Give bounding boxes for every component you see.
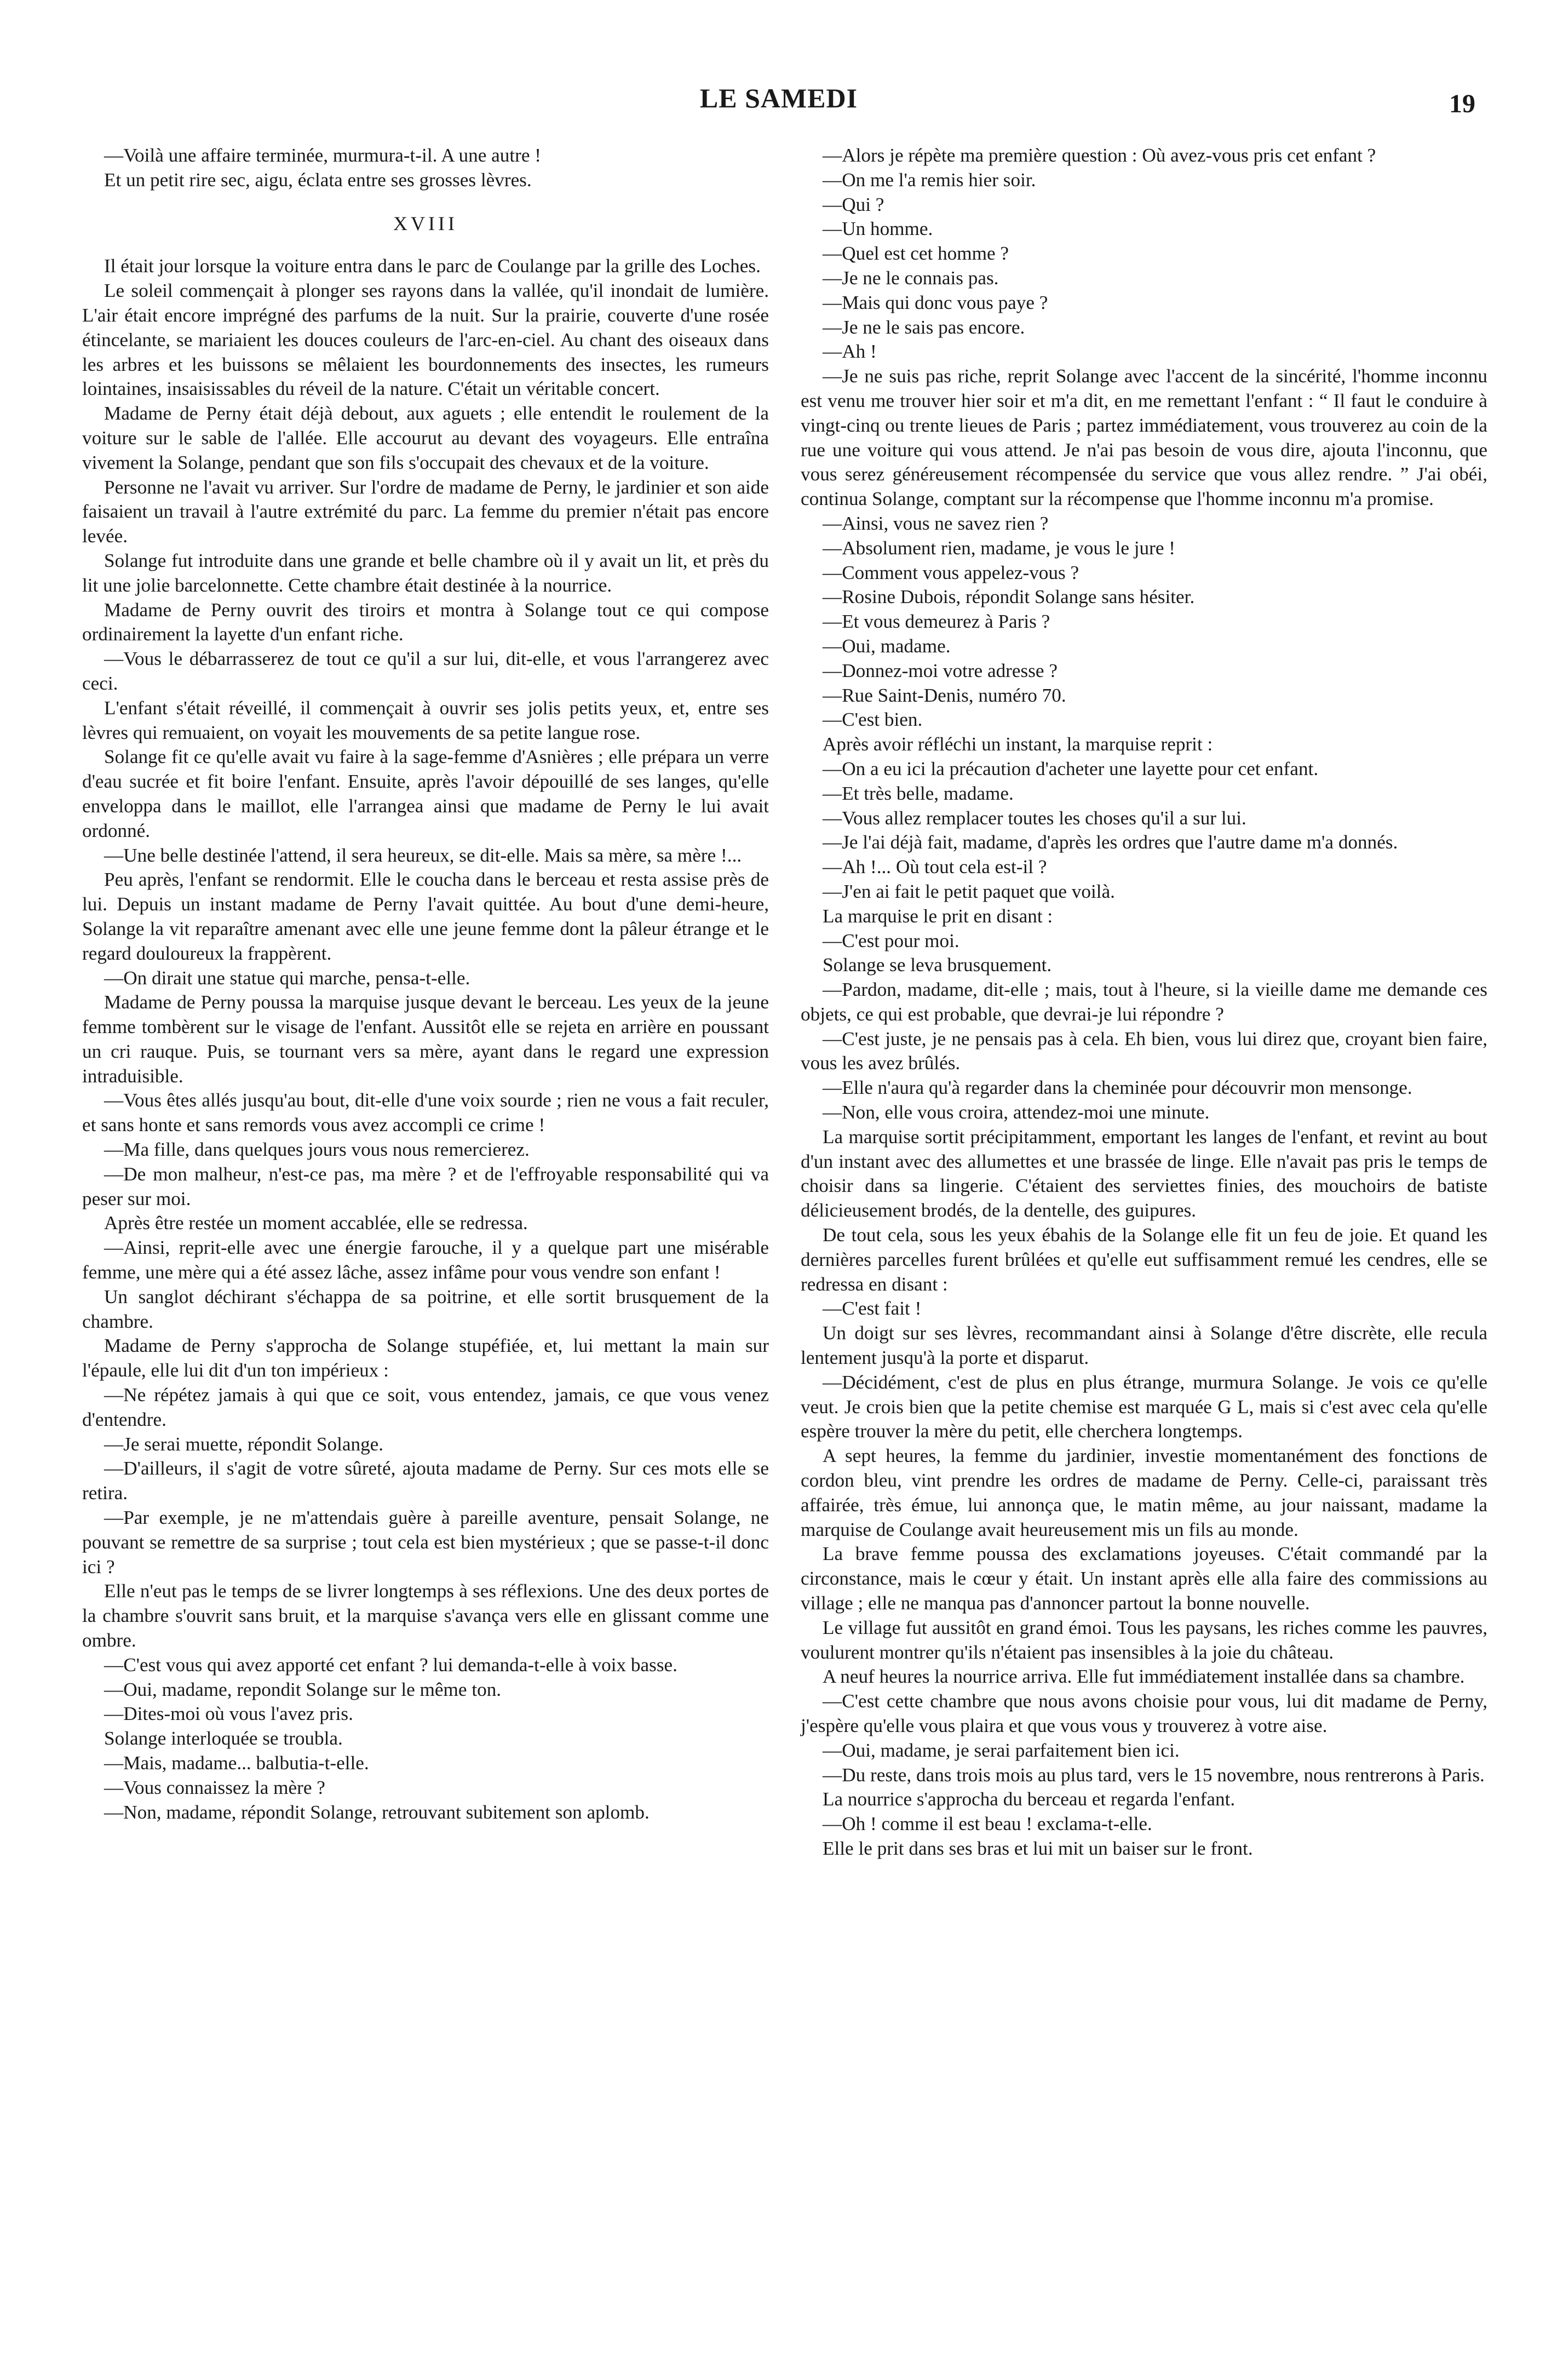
paragraph: —Rosine Dubois, répondit Solange sans hésiter.: [823, 586, 1195, 608]
paragraph: Solange fit ce qu'elle avait vu faire à la sage-femme d'Asnières ; elle prépara un verre d'eau sucrée et fit boire l'enfant. Ensuite, après l'avoir dépouillé de ses langes, qu'elle enveloppa dans le maillot, elle l'arrangea ainsi que madame de Perny le lui avait ordonné.: [82, 746, 769, 841]
paragraph: Et un petit rire sec, aigu, éclata entre ses grosses lèvres.: [104, 169, 532, 191]
left-body: [82, 254, 769, 1825]
paragraph: —Oui, madame.: [823, 635, 951, 657]
paragraph: La marquise sortit précipitamment, emportant les langes de l'enfant, et revint au bout d'un instant avec des allumettes et une brassée de linge. Elle n'avait pas pris le temps de choisir dans sa lingerie. C'étaient des serviettes finies, des mouchoirs de batiste délicieusement brodés, de la dentelle, des guipures.: [801, 1126, 1487, 1221]
paragraph: —Ne répétez jamais à qui que ce soit, vous entendez, jamais, ce que vous venez d'entendre.: [82, 1384, 769, 1430]
paragraph: Madame de Perny ouvrit des tiroirs et montra à Solange tout ce qui compose ordinairement la layette d'un enfant riche.: [82, 599, 769, 645]
paragraph: —Pardon, madame, dit-elle ; mais, tout à l'heure, si la vieille dame me demande ces objets, ce qui est probable, que devrai-je lui répondre ?: [801, 979, 1487, 1025]
paragraph: —De mon malheur, n'est-ce pas, ma mère ? et de l'effroyable responsabilité qui va peser sur moi.: [82, 1163, 769, 1209]
running-title: LE SAMEDI: [699, 83, 858, 113]
paragraph: —Dites-moi où vous l'avez pris.: [104, 1703, 353, 1725]
paragraph: —Ainsi, vous ne savez rien ?: [823, 512, 1049, 534]
paragraph: —Rue Saint-Denis, numéro 70.: [823, 684, 1066, 706]
paragraph: —Alors je répète ma première question : Où avez-vous pris cet enfant ?: [823, 145, 1376, 166]
paragraph: A sept heures, la femme du jardinier, investie momentanément des fonctions de cordon bleu, vint prendre les ordres de madame de Perny. Celle-ci, paraissant très affairée, très émue, lui annonça que, le matin même, au jour naissant, madame la marquise de Coulange avait heureusement mis un fils au monde.: [801, 1445, 1487, 1540]
paragraph: —C'est fait !: [823, 1298, 922, 1320]
paragraph: —Un homme.: [823, 218, 933, 240]
paragraph: —Je serai muette, répondit Solange.: [104, 1433, 384, 1455]
paragraph: La marquise le prit en disant :: [823, 905, 1053, 927]
paragraph: —Mais qui donc vous paye ?: [823, 291, 1048, 313]
paragraph: L'enfant s'était réveillé, il commençait à ouvrir ses jolis petits yeux, et, entre ses lèvres qui remuaient, on voyait les mouvements de sa petite langue rose.: [82, 697, 769, 743]
paragraph: —C'est cette chambre que nous avons choisie pour vous, lui dit madame de Perny, j'espère qu'elle vous plaira et que vous vous y trouverez à votre aise.: [801, 1690, 1487, 1736]
paragraph: —C'est juste, je ne pensais pas à cela. Eh bien, vous lui direz que, croyant bien faire, vous les avez brûlés.: [801, 1028, 1487, 1074]
paragraph: Personne ne l'avait vu arriver. Sur l'ordre de madame de Perny, le jardinier et son aide faisaient un travail à l'autre extrémité du parc. La femme du premier n'était pas encore levée.: [82, 476, 769, 547]
paragraph: —Vous allez remplacer toutes les choses qu'il a sur lui.: [823, 807, 1246, 829]
paragraph: Après avoir réfléchi un instant, la marquise reprit :: [823, 733, 1213, 755]
paragraph: La brave femme poussa des exclamations joyeuses. C'était commandé par la circonstance, mais le cœur y était. Un instant après elle alla faire des commissions au village ; elle ne manqua pas d'annoncer partout la bonne nouvelle.: [801, 1543, 1487, 1614]
paragraph: —On me l'a remis hier soir.: [823, 169, 1036, 191]
paragraph: Elle n'eut pas le temps de se livrer longtemps à ses réflexions. Une des deux portes de la chambre s'ouvrit sans bruit, et la marquise s'avança vers elle en glissant comme une ombre.: [82, 1580, 769, 1651]
right-body: [801, 144, 1487, 1861]
paragraph: —Vous connaissez la mère ?: [104, 1776, 325, 1798]
paragraph: Solange fut introduite dans une grande et belle chambre où il y avait un lit, et près du lit une jolie barcelonnette. Cette chambre était destinée à la nourrice.: [82, 549, 769, 596]
paragraph: —Absolument rien, madame, je vous le jure !: [823, 537, 1175, 559]
paragraph: —Je ne le sais pas encore.: [823, 316, 1025, 338]
paragraph: —Du reste, dans trois mois au plus tard, vers le 15 novembre, nous rentrerons à Paris.: [823, 1764, 1485, 1786]
paragraph: Après être restée un moment accablée, elle se redressa.: [104, 1212, 528, 1234]
paragraph: —Comment vous appelez-vous ?: [823, 561, 1079, 583]
paragraph: —Mais, madame... balbutia-t-elle.: [104, 1752, 369, 1774]
paragraph: —Décidément, c'est de plus en plus étrange, murmura Solange. Je vois ce qu'elle veut. Je crois bien que la petite chemise est marquée G L, mais si c'est avec cela qu'elle espère trouver la mère du petit, elle cherchera longtemps.: [801, 1371, 1487, 1442]
paragraph: —Qui ?: [823, 193, 884, 215]
paragraph: De tout cela, sous les yeux ébahis de la Solange elle fit un feu de joie. Et quand les dernières parcelles furent brûlées et qu'elle eut suffisamment remué les cendres, elle se redressa en disant :: [801, 1224, 1487, 1295]
paragraph: —C'est pour moi.: [823, 930, 959, 951]
paragraph: Peu après, l'enfant se rendormit. Elle le coucha dans le berceau et resta assise près de lui. Depuis un instant madame de Perny l'avait quittée. Au bout d'une demi-heure, Solange la vit reparaître amenant avec elle une jeune femme dont la pâleur étrange et le regard douloureux la frappèrent.: [82, 869, 769, 964]
page-number: 19: [1449, 89, 1475, 118]
paragraph: La nourrice s'approcha du berceau et regarda l'enfant.: [823, 1788, 1236, 1810]
paragraph: —Et très belle, madame.: [823, 782, 1014, 804]
paragraph: —Oh ! comme il est beau ! exclama-t-elle.: [823, 1813, 1152, 1835]
left-opening: [82, 144, 769, 193]
paragraph: Le soleil commençait à plonger ses rayons dans la vallée, qu'il inondait de lumière. L'air était encore imprégné des parfums de la nuit. Sur la prairie, couverte d'une rosée étincelante, se mariaient les douces couleurs de l'arc-en-ciel. Au chant des oiseaux dans les arbres et les buissons se mêlaient les bourdonnements des insectes, les rumeurs lointaines, insaisissables du réveil de la nature. C'était un véritable concert.: [82, 280, 769, 400]
right-column: [801, 144, 1487, 1861]
paragraph: —Ma fille, dans quelques jours vous nous remercierez.: [104, 1139, 530, 1161]
paragraph: —J'en ai fait le petit paquet que voilà.: [823, 880, 1115, 902]
paragraph: —Ainsi, reprit-elle avec une énergie farouche, il y a quelque part une misérable femme, une mère qui a été assez lâche, assez infâme pour vous vendre son enfant !: [82, 1237, 769, 1283]
paragraph: —Je ne le connais pas.: [823, 267, 999, 289]
chapter-heading: XVIII: [393, 212, 458, 234]
paragraph: —Ah !... Où tout cela est-il ?: [823, 856, 1047, 878]
paragraph: —Oui, madame, repondit Solange sur le même ton.: [104, 1678, 502, 1700]
left-column: [82, 144, 769, 1825]
paragraph: Un doigt sur ses lèvres, recommandant ainsi à Solange d'être discrète, elle recula lentement jusqu'à la porte et disparut.: [801, 1322, 1487, 1369]
paragraph: —On a eu ici la précaution d'acheter une layette pour cet enfant.: [823, 758, 1319, 779]
paragraph: —C'est bien.: [823, 709, 923, 731]
paragraph: —Quel est cet homme ?: [823, 243, 1009, 265]
paragraph: —C'est vous qui avez apporté cet enfant ? lui demanda-t-elle à voix basse.: [104, 1654, 677, 1676]
paragraph: Il était jour lorsque la voiture entra dans le parc de Coulange par la grille des Loches.: [104, 255, 761, 277]
paragraph: —D'ailleurs, il s'agit de votre sûreté, ajouta madame de Perny. Sur ces mots elle se retira.: [82, 1458, 769, 1504]
paragraph: Madame de Perny était déjà debout, aux aguets ; elle entendit le roulement de la voiture sur le sable de l'allée. Elle accourut au devant des voyageurs. Elle entraîna vivement la Solange, pendant que son fils s'occupait des chevaux et de la voiture.: [82, 403, 769, 473]
paragraph: —Elle n'aura qu'à regarder dans la cheminée pour découvrir mon mensonge.: [823, 1077, 1412, 1099]
paragraph: —Non, madame, répondit Solange, retrouvant subitement son aplomb.: [104, 1801, 650, 1823]
paragraph: —Par exemple, je ne m'attendais guère à pareille aventure, pensait Solange, ne pouvant se remettre de sa surprise ; tout cela est bien mystérieux ; que se passe-t-il donc ici ?: [82, 1507, 769, 1578]
page-header: [82, 82, 1475, 126]
paragraph: —Oui, madame, je serai parfaitement bien ici.: [823, 1739, 1180, 1761]
paragraph: Elle le prit dans ses bras et lui mit un baiser sur le front.: [823, 1837, 1253, 1859]
paragraph: —Non, elle vous croira, attendez-moi une minute.: [823, 1102, 1210, 1123]
paragraph: Solange interloquée se troubla.: [104, 1728, 343, 1750]
paragraph: —Vous le débarrasserez de tout ce qu'il a sur lui, dit-elle, et vous l'arrangerez avec ceci.: [82, 648, 769, 694]
paragraph: —Je ne suis pas riche, reprit Solange avec l'accent de la sincérité, l'homme inconnu est venu me trouver hier soir et m'a dit, en me remettant l'enfant : “ Il faut le conduire à vingt-cinq ou trente lieues de Paris ; partez immédiatement, vous trouverez au coin de la rue une voiture qui vous attend. Je n'ai pas besoin de vous dire, ajouta l'inconnu, que vous serez généreusement récompensée du service que vous allez rendre. ” J'ai obéi, continua Solange, comptant sur la récompense que l'homme inconnu m'a promise.: [801, 365, 1487, 510]
paragraph: —Une belle destinée l'attend, il sera heureux, se dit-elle. Mais sa mère, sa mère !...: [104, 844, 742, 866]
paragraph: Un sanglot déchirant s'échappa de sa poitrine, et elle sortit brusquement de la chambre.: [82, 1286, 769, 1332]
paragraph: Madame de Perny s'approcha de Solange stupéfiée, et, lui mettant la main sur l'épaule, elle lui dit d'un ton impérieux :: [82, 1335, 769, 1381]
paragraph: Le village fut aussitôt en grand émoi. Tous les paysans, les riches comme les pauvres, voulurent montrer qu'ils n'étaient pas insensibles à la joie du château.: [801, 1616, 1487, 1663]
paragraph: —Vous êtes allés jusqu'au bout, dit-elle d'une voix sourde ; rien ne vous a fait reculer, et sans honte et sans remords vous avez accompli ce crime !: [82, 1089, 769, 1136]
paragraph: A neuf heures la nourrice arriva. Elle fut immédiatement installée dans sa chambre.: [823, 1666, 1465, 1688]
paragraph: Madame de Perny poussa la marquise jusque devant le berceau. Les yeux de la jeune femme tombèrent sur le visage de l'enfant. Aussitôt elle se rejeta en arrière en poussant un cri rauque. Puis, se tournant vers sa mère, ayant dans le regard une expression intraduisible.: [82, 991, 769, 1087]
paragraph: Solange se leva brusquement.: [823, 954, 1052, 976]
paragraph: —Voilà une affaire terminée, murmura-t-il. A une autre !: [104, 145, 541, 166]
paragraph: —Ah !: [823, 341, 877, 363]
paragraph: —Et vous demeurez à Paris ?: [823, 611, 1050, 633]
paragraph: —On dirait une statue qui marche, pensa-t-elle.: [104, 967, 470, 989]
paragraph: —Donnez-moi votre adresse ?: [823, 659, 1058, 681]
paragraph: —Je l'ai déjà fait, madame, d'après les ordres que l'autre dame m'a donnés.: [823, 831, 1398, 853]
